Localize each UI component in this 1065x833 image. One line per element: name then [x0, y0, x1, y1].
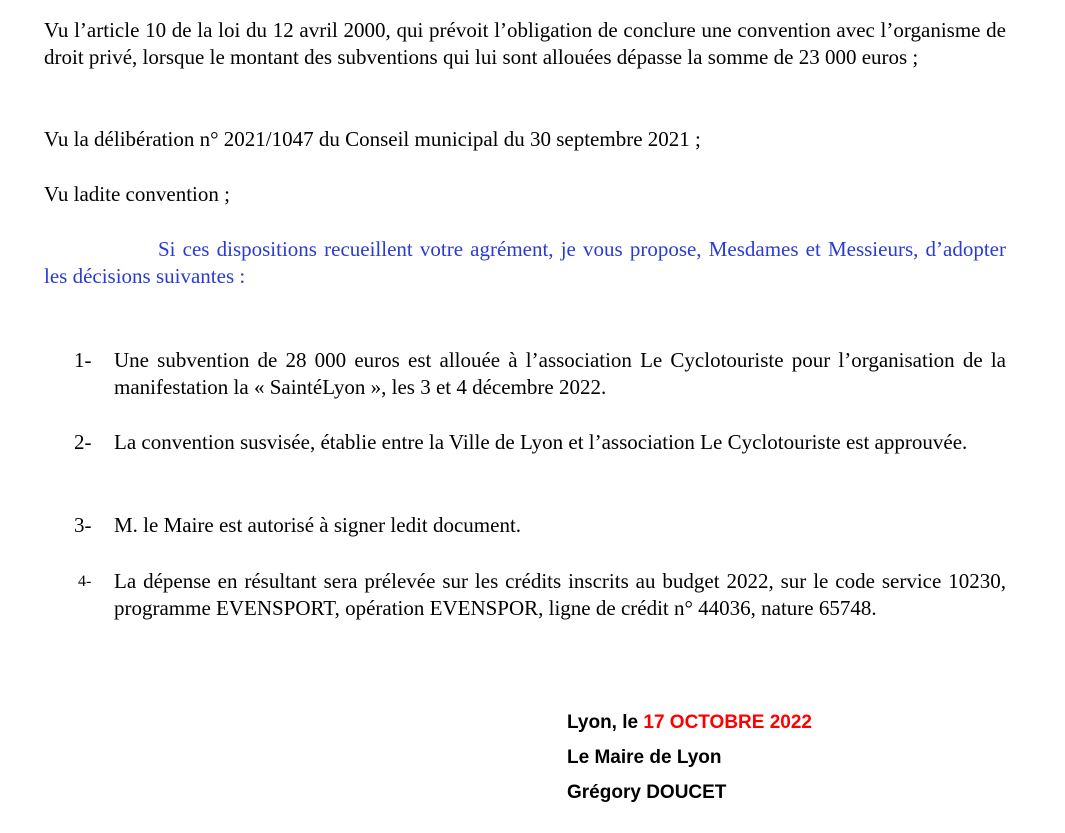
signature-date-line [567, 711, 812, 735]
decision-item-2 [74, 429, 1006, 456]
decision-text: La convention susvisée, établie entre la Ville de Lyon et l’association Le Cyclotouriste est approuvée. [114, 430, 968, 454]
signature-place: Lyon, le [567, 712, 644, 733]
decision-text: Une subvention de 28 000 euros est allouée à l’association Le Cyclotouriste pour l’organisation de la manifestation la « SaintéLyon », les 3 et 4 décembre 2022. [114, 348, 1006, 399]
decision-text: La dépense en résultant sera prélevée sur les crédits inscrits au budget 2022, sur le code service 10230, programme EVENSPORT, opération EVENSPOR, ligne de crédit n° 44036, nature 65748. [114, 569, 1006, 620]
paragraph-vu-deliberation: Vu la délibération n° 2021/1047 du Conseil municipal du 30 septembre 2021 ; [44, 127, 701, 151]
decision-item-3 [74, 512, 1006, 539]
paragraph-proposal: Si ces dispositions recueillent votre agrément, je vous propose, Mesdames et Messieurs, d’adopter les décisions suivantes : [44, 237, 1006, 288]
paragraph-vu-article-10: Vu l’article 10 de la loi du 12 avril 2000, qui prévoit l’obligation de conclure une convention avec l’organisme de droit privé, lorsque le montant des subventions qui lui sont allouées dépasse la somme de 23 000 euros ; [44, 18, 1006, 69]
decision-item-1 [74, 347, 1006, 401]
decision-item-4 [74, 568, 1006, 622]
decision-number: 2- [74, 430, 92, 454]
paragraph-vu-convention: Vu ladite convention ; [44, 182, 230, 206]
decision-number: 1- [74, 348, 92, 372]
signature-name: Grégory DOUCET [567, 782, 727, 803]
signature-title: Le Maire de Lyon [567, 747, 722, 768]
decision-number: 3- [74, 513, 92, 537]
decision-number: 4- [78, 573, 92, 590]
decision-text: M. le Maire est autorisé à signer ledit document. [114, 513, 522, 537]
signature-date: 17 OCTOBRE 2022 [643, 712, 812, 733]
